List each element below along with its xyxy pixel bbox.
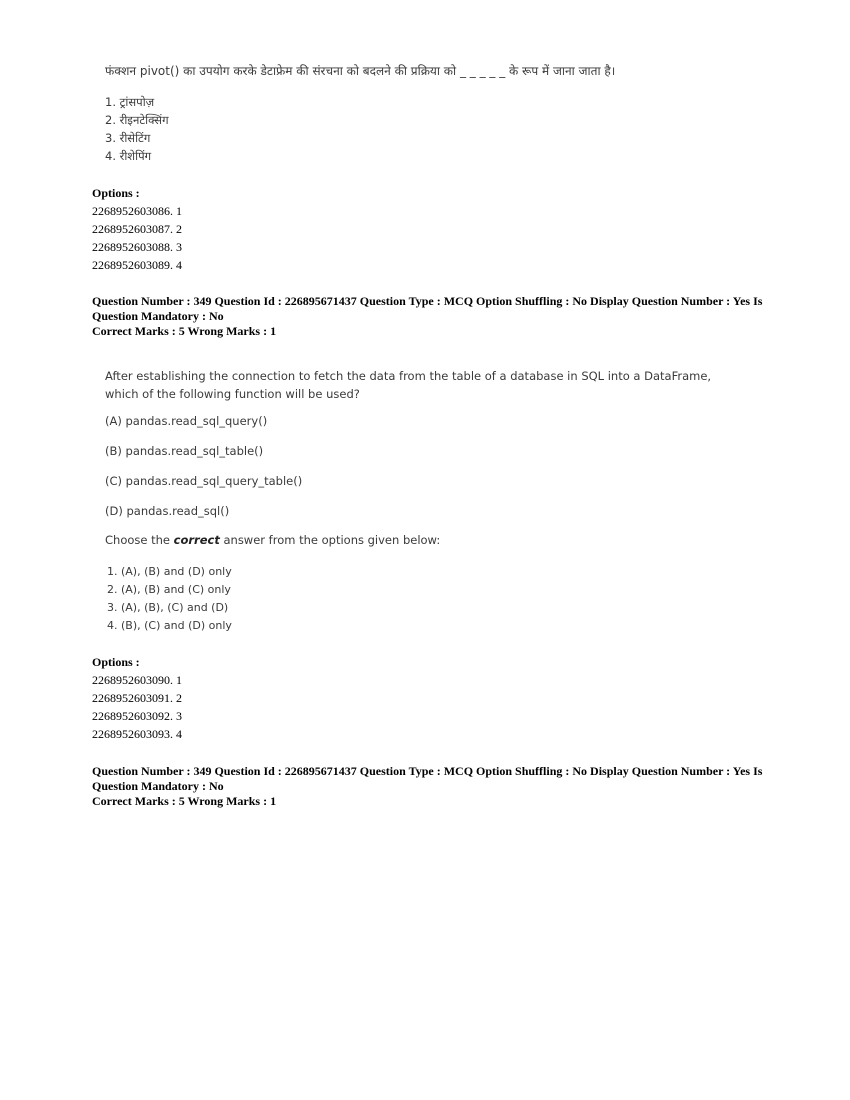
choose-prefix: Choose the [105, 533, 174, 547]
question-meta-line: Question Number : 349 Question Id : 226895671437 Question Type : MCQ Option Shuffling : No Display Question Number : Yes Is [92, 294, 763, 308]
list-item: 2. (A), (B) and (C) only [107, 583, 231, 596]
list-item: 1. (A), (B) and (D) only [107, 565, 232, 578]
list-item: 1. ट्रांसपोज़ [105, 95, 155, 109]
option-id: 2268952603093. 4 [92, 727, 182, 741]
option-id: 2268952603088. 3 [92, 240, 182, 254]
options-heading: Options : [92, 186, 140, 200]
options-block-1 [92, 184, 182, 274]
question-marks: Correct Marks : 5 Wrong Marks : 1 [92, 794, 277, 808]
list-item: 4. रीशेपिंग [105, 149, 152, 163]
question-marks: Correct Marks : 5 Wrong Marks : 1 [92, 324, 277, 338]
option-id: 2268952603091. 2 [92, 691, 182, 705]
list-item: 3. (A), (B), (C) and (D) [107, 601, 229, 614]
option-id: 2268952603092. 3 [92, 709, 182, 723]
question-meta-2 [92, 764, 772, 809]
list-item: 3. रीसेटिंग [105, 131, 151, 145]
statement-b: (B) pandas.read_sql_table() [105, 444, 264, 458]
statement-d: (D) pandas.read_sql() [105, 504, 230, 518]
question-mandatory: Question Mandatory : No [92, 779, 224, 793]
question-meta-1 [92, 294, 772, 339]
question-meta-line: Question Number : 349 Question Id : 226895671437 Question Type : MCQ Option Shuffling : No Display Question Number : Yes Is [92, 764, 763, 778]
options-block-2 [92, 653, 182, 743]
choose-suffix: answer from the options given below: [219, 533, 441, 547]
english-choice-list [107, 563, 232, 635]
statement-a: (A) pandas.read_sql_query() [105, 414, 268, 428]
question-mandatory: Question Mandatory : No [92, 309, 224, 323]
hindi-choice-list [105, 93, 169, 165]
choose-instruction [105, 533, 440, 547]
choose-emphasis: correct [173, 533, 220, 547]
option-id: 2268952603087. 2 [92, 222, 182, 236]
option-id: 2268952603089. 4 [92, 258, 182, 272]
option-id: 2268952603086. 1 [92, 204, 182, 218]
list-item: 2. रीइनटेक्सिंग [105, 113, 169, 127]
hindi-question-text: फंक्शन pivot() का उपयोग करके डेटाफ्रेम की संरचना को बदलने की प्रक्रिया को _ _ _ _ _ के रूप में जाना जाता है। [105, 64, 616, 78]
list-item: 4. (B), (C) and (D) only [107, 619, 232, 632]
options-heading: Options : [92, 655, 140, 669]
english-question-text: After establishing the connection to fetch the data from the table of a database in SQL into a DataFrame, which of the following function will be used? [105, 369, 712, 401]
statement-c: (C) pandas.read_sql_query_table() [105, 474, 303, 488]
option-id: 2268952603090. 1 [92, 673, 182, 687]
